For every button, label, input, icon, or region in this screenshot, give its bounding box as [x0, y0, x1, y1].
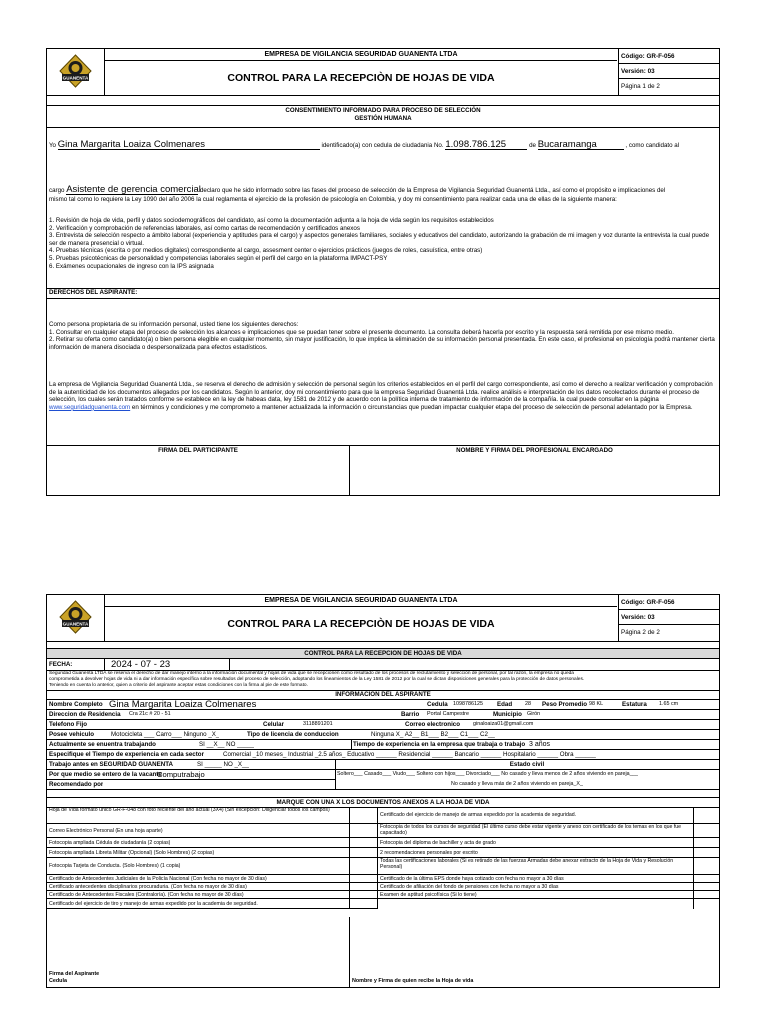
- nombre-label: Nombre Completo: [49, 701, 103, 708]
- de-label: de: [529, 142, 536, 149]
- trabajando-label: Actualmente se enuentra trabajando: [49, 741, 156, 748]
- barrio-label: Barrio: [401, 711, 420, 718]
- step-item: 5. Pruebas psicotécnicas de personalidad y competencias laborales según el perfil del cargo en la plataforma IMPACT-PSY: [49, 254, 388, 262]
- reserve-text: [49, 381, 715, 411]
- doc-item: Hoja de Vida formato único GR-F-048 con foto reciente del año actual (3X4) (Sin excepción: Diligenciar todos los campos): [47, 807, 349, 824]
- recomendado-label: Recomendado por: [49, 781, 104, 788]
- telefono-row: [47, 720, 719, 730]
- doc-item: Certificado de la última EPS donde haya cotizado con fecha no mayor a 30 días: [378, 875, 693, 883]
- medio-row: [47, 770, 719, 790]
- doc-item: Fotocopia ampliada Libreta Militar (Opcional) (Solo Hombres) (2 copias): [47, 848, 349, 858]
- cedula-label: Cedula: [427, 701, 448, 708]
- doc-checkbox[interactable]: [349, 875, 377, 883]
- doc-item: Certificado de Antecedentes Fiscales (Contraloría). (Con fecha no mayor de 30 días): [47, 891, 349, 899]
- rights-title: DERECHOS DEL ASPIRANTE:: [49, 289, 138, 296]
- correo-label: Correo electronico: [405, 721, 461, 728]
- form-page-2: [46, 594, 720, 988]
- fecha-row: [47, 658, 719, 671]
- declare-text-2: mismo tal como lo requiere la Ley 1090 del año 2006 la cual reglamenta el ejercicio de la profesión de psicología en Colombia, y doy mi consentimiento para realizar cada una de ellas de la siguiente manera:: [49, 196, 617, 203]
- vehiculo-label: Posee vehiculo: [49, 731, 95, 738]
- doc-item: Correo Electrónico Personal (En una hoja aparte): [47, 824, 349, 838]
- company-name: EMPRESA DE VIGILANCIA SEGURIDAD GUANENTA LTDA: [105, 49, 617, 61]
- documents-checklist: [47, 807, 719, 909]
- doc-code: Código: GR-F-056: [619, 49, 720, 64]
- especifique-options[interactable]: Comercial _10 meses_ Industrial _2.5 años_ Educativo ______ Residencial ______ Bancario ______ Hospitalario ______ Obra ______: [223, 751, 596, 758]
- cargo-label: cargo: [49, 187, 65, 194]
- doc-checkbox[interactable]: [349, 848, 377, 858]
- selection-steps: [49, 217, 715, 270]
- edad-value[interactable]: 28: [525, 701, 531, 707]
- vehiculo-row: [47, 730, 719, 740]
- antes-row: [47, 760, 719, 770]
- rights-text: [49, 321, 715, 351]
- candidate-text: , como candidato al: [625, 142, 680, 149]
- professional-signature-label: NOMBRE Y FIRMA DEL PROFESIONAL ENCARGADO: [456, 447, 613, 454]
- step-item: 4. Pruebas técnicas (escrita o por medios digitales) correspondiente al cargo, assesment center o ejercicios prácticos (juegos de roles, casuística, entre otras): [49, 247, 483, 255]
- fecha-label: FECHA:: [49, 661, 73, 668]
- page-number: Página 2 de 2: [621, 629, 660, 636]
- intro-line: Seguridad Guanentá LTDA se reserva el derecho de dar manejo interno a la información documental y hojas de vida que se recepcionen como resultado de los procesos de reclutamiento y selección de personal, por tal razón, la empresa no queda: [49, 671, 574, 676]
- company-logo: [58, 600, 93, 634]
- consent-identity-line: [49, 141, 715, 150]
- doc-checkbox[interactable]: [694, 883, 719, 891]
- document-title: CONTROL PARA LA RECEPCIÒN DE HOJAS DE VIDA: [227, 72, 495, 84]
- logo-cell: [47, 595, 105, 641]
- consent-heading-line2: GESTIÓN HUMANA: [354, 114, 412, 122]
- reserve-text-2: en términos y condiciones y me comprometo a mantener actualizada la información o circunstancias que puedan impactar cualquier etapa del proceso de selección de personal adelantado por la Empresa.: [131, 403, 693, 411]
- id-text: identificado(a) con cedula de ciudadania No.: [321, 142, 444, 149]
- licencia-options[interactable]: Ninguna X_ A2__ B1___ B2___ C1___ C2__: [371, 731, 495, 738]
- participant-city: Bucaramanga: [538, 141, 624, 150]
- aspirant-signature-block: [49, 971, 99, 985]
- company-website-link[interactable]: www.seguridadguanenta.com: [49, 403, 131, 411]
- doc-item: Fotocopia Tarjeta de Conducta. (Solo Hombres) (1 copia): [47, 858, 349, 875]
- intro-line: Teniendo en cuenta lo anterior, quien a criterio del aspirante aceptar estas condiciones con la firma al pie de este formato.: [49, 683, 308, 688]
- doc-item: Fotocopia de todos los cursos de seguridad (El último curso debe estar vigente y anexo con certificado de los temas en los que fue capacitado): [378, 824, 693, 838]
- direccion-row: [47, 710, 719, 720]
- participant-cargo: Asistente de gerencia comercial: [66, 184, 201, 195]
- nombre-value[interactable]: Gina Margarita Loaiza Colmenares: [109, 700, 257, 709]
- peso-label: Peso Promedio: [542, 701, 588, 708]
- reception-section-title: CONTROL PARA LA RECEPCION DE HOJAS DE VIDA: [47, 648, 719, 659]
- doc-checkbox[interactable]: [349, 824, 377, 838]
- consent-heading-line1: CONSENTIMIENTO INFORMADO PARA PROCESO DE SELECCIÓN: [285, 107, 481, 114]
- receiver-signature-label: Nombre y Firma de quien recibe la Hoja de vida: [352, 978, 474, 984]
- telefono-label: Telefono Fijo: [49, 721, 88, 728]
- peso-value[interactable]: 98 KL: [589, 701, 604, 707]
- aspirant-signature-label: Firma del Aspirante: [49, 971, 100, 977]
- svg-text:GUANENTA: GUANENTA: [62, 621, 89, 627]
- doc-checkbox[interactable]: [694, 848, 719, 858]
- antes-options[interactable]: SI _____ NO _X__: [197, 761, 249, 768]
- edad-label: Edad: [497, 701, 513, 708]
- estado-options[interactable]: Soltero___ Casado___ Viudo___ Soltero con hijos___ Divorciado___ No casado y lleva menos de 2 años viviendo en pareja___: [337, 771, 639, 777]
- direccion-value[interactable]: Cra 21c # 20 - 51: [129, 711, 171, 717]
- step-item: 2. Verificación y comprobación de referencias laborales, así como cartas de recomendación y certificados anexos: [49, 224, 360, 232]
- reserve-text-1: La empresa de Vigilancia Seguridad Guanentá Ltda., se reserva el derecho de admisión y selección de personal según los criterios establecidos en el perfil del cargo correspondiente, así como el derecho a realizar verificación y comprobación de la autenticidad de los documentos allegados por los candidatos. Según lo anterior, doy mi consentimiento para que la empresa Seguridad Guanentá Ltda. realice análisis e interpretación de los datos recolectados durante el proceso de selección, los cuales serán tratados conforme se establece en la ley de habeas data, ley 1581 de 2012 y de acuerdo con la política interna de tratamiento de información de la compañía. la cual puede consultar en la página: [49, 381, 713, 404]
- celular-label: Celular: [263, 721, 284, 728]
- aspirant-cedula-label: Cedula: [49, 978, 67, 984]
- direccion-label: Direccion de Residencia: [49, 711, 121, 718]
- medio-value[interactable]: Computrabajo: [157, 770, 205, 779]
- doc-item: Certificado de Antecedentes Judiciales de la Policía Nacional (Con fecha no mayor de 30 días): [47, 875, 349, 883]
- doc-meta: [618, 49, 720, 95]
- doc-item: Examen de aptitud psicofísica (Si lo tiene): [378, 891, 693, 899]
- doc-checkbox[interactable]: [694, 891, 719, 899]
- doc-checkbox[interactable]: [694, 838, 719, 848]
- page-number: Página 1 de 2: [621, 83, 660, 90]
- doc-checkbox[interactable]: [349, 838, 377, 848]
- step-item: 6. Exámenes ocupacionales de ingreso con la IPS asignada: [49, 262, 214, 270]
- doc-checkbox[interactable]: [694, 807, 719, 824]
- company-logo: [58, 54, 93, 88]
- document-title: CONTROL PARA LA RECEPCIÒN DE HOJAS DE VIDA: [227, 618, 495, 630]
- form-page-1: [46, 48, 720, 496]
- correo-value[interactable]: ginaloaiza01@gmail.com: [473, 721, 534, 727]
- tiempo-label: Tiempo de experiencia en la empresa que trabaja o trabajo: [353, 741, 526, 748]
- especifique-row: [47, 750, 719, 760]
- doc-checkbox[interactable]: [349, 899, 377, 909]
- rights-item: 2. Retirar su oferta como candidato(a) o bien persona elegible en cualquier momento, sin mayor justificación, lo que implica la eliminación de su información personal presentada. En este caso, el profesional en psicología podrá mantener cierta información de manera disociada o despersonalizada para efectos estadísticos.: [49, 336, 715, 351]
- doc-checkbox[interactable]: [349, 807, 377, 824]
- especifique-label: Especifique el Tiempo de experiencia en cada sector: [49, 751, 204, 758]
- estado-label: Estado civil: [509, 761, 545, 768]
- doc-item: Certificado antecedentes disciplinarios procuraduria. (Con fecha no mayor de 30 días): [47, 883, 349, 891]
- step-item: 1. Revisión de hoja de vida, perfil y datos sociodemográficos del candidato, así como la documentación adjunta a la hoja de vida según los requisitos establecidos: [49, 217, 494, 224]
- medio-label: Por que medio se entero de la vacante: [49, 771, 162, 778]
- doc-item: Certificado del ejercicio de manejo de armas expedido por la academia de seguridad.: [378, 807, 693, 824]
- company-name: EMPRESA DE VIGILANCIA SEGURIDAD GUANENTA LTDA: [105, 595, 617, 607]
- info-title: INFORMACION DEL ASPIRANTE: [47, 691, 719, 700]
- municipio-label: Municipio: [493, 711, 522, 718]
- form-header: [47, 49, 719, 96]
- tiempo-value[interactable]: 3 años: [529, 741, 551, 748]
- doc-item: Fotocopia del diploma de bachiller y acta de grado: [378, 838, 693, 848]
- doc-meta: [618, 595, 720, 641]
- form-header: [47, 595, 719, 642]
- cedula-value[interactable]: 1098786125: [453, 701, 483, 707]
- celular-value[interactable]: 3118891201: [303, 721, 333, 727]
- yo-label: Yo: [49, 142, 56, 149]
- trabajando-options[interactable]: SI __X__ NO _____: [199, 741, 255, 748]
- doc-checkbox[interactable]: [694, 858, 719, 875]
- vehiculo-options[interactable]: Motocicleta ___ Carro___ Ninguno _X_: [111, 731, 220, 738]
- nombre-row: [47, 700, 719, 710]
- doc-checkbox[interactable]: [349, 858, 377, 875]
- doc-item: Certificado de afiliación del fondo de pensiones con fecha no mayor a 30 días: [378, 883, 693, 891]
- declare-text: declaro que he sido informado sobre las fases del proceso de selección de la Empresa de Vigilancia Seguridad Guanentá Ltda., así como el propósito e implicaciones del: [199, 187, 666, 194]
- doc-version: Versión: 03: [619, 64, 720, 79]
- rights-item: 1. Consultar en cualquier etapa del proceso de selección los alcances e implicaciones que se puedan tener sobre el presente documento. La consulta deberá hacerla por escrito y la respuesta será remitida por ese mismo medio.: [49, 328, 674, 336]
- step-item: 3. Entrevista de selección respecto a ámbito laboral (experiencia y aptitudes para el cargo) y aspectos generales familiares, sociales y educativos del candidato, autorizando la grabación de mi imagen y voz durante la entrevista la cual puede ser de manera presencial o virtual.: [49, 232, 710, 247]
- estatura-label: Estatura: [622, 701, 647, 708]
- rights-intro: Como persona propietaria de su información personal, usted tiene los siguientes derechos:: [49, 321, 299, 328]
- fecha-value[interactable]: 2024 - 07 - 23: [111, 659, 171, 670]
- municipio-value[interactable]: Girón: [527, 711, 541, 717]
- doc-checkbox[interactable]: [349, 891, 377, 899]
- doc-item: Certificado del ejercicio de tiro y manejo de armas expedido por la academia de seguridad.: [47, 899, 349, 909]
- reception-intro: [49, 671, 717, 689]
- participant-name: Gina Margarita Loaiza Colmenares: [58, 141, 320, 150]
- consent-heading: [47, 107, 719, 122]
- participant-signature-label: FIRMA DEL PARTICIPANTE: [158, 447, 238, 454]
- participant-id: 1.098.786.125: [445, 141, 527, 150]
- trabajando-row: [47, 740, 719, 750]
- doc-checkbox[interactable]: [694, 824, 719, 838]
- consent-cargo-line: [49, 186, 715, 195]
- doc-checkbox[interactable]: [694, 875, 719, 883]
- doc-item: Fotocopia ampliada Cédula de ciudadanía (2 copias): [47, 838, 349, 848]
- doc-item: 2 recomendaciones personales por escrito: [378, 848, 693, 858]
- antes-label: Trabajo antes en SEGURIDAD GUANENTA: [49, 761, 173, 768]
- intro-line: comprometida a devolver hojas de vida ni a dar información específica sobre resultados del proceso de selección, adoptando los lineamientos de la Ley 1581 de 2012 por la cual se dictan disposiciones generales para la protección de datos personales.: [49, 677, 585, 682]
- barrio-value[interactable]: Portal Campestre: [427, 711, 469, 717]
- estatura-value[interactable]: 1.65 cm: [659, 701, 679, 707]
- doc-item: Todas las certificaciones laborales (Si es retirado de las fuerzas Armadas debe anexar extracto de la Hoja de Vida y Resolución Personal): [378, 858, 693, 875]
- doc-checkbox[interactable]: [349, 883, 377, 891]
- svg-text:GUANENTA: GUANENTA: [62, 75, 89, 81]
- doc-code: Código: GR-F-056: [619, 595, 720, 610]
- estado-options-2[interactable]: No casado y lleva más de 2 años viviendo en pareja_X_: [451, 781, 583, 787]
- logo-cell: [47, 49, 105, 95]
- docs-title: MARQUE CON UNA X LOS DOCUMENTOS ANEXOS A LA HOJA DE VIDA: [47, 797, 719, 808]
- doc-version: Versión: 03: [619, 610, 720, 625]
- licencia-label: Tipo de licencia de conduccion: [247, 731, 339, 738]
